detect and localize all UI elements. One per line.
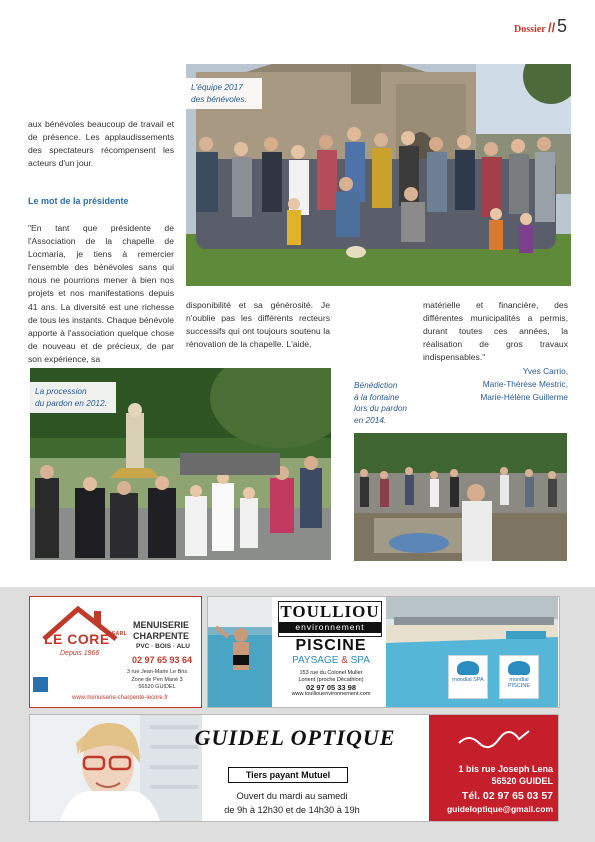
lecore-address-line: 3 rue Jean-Marie Le Bris bbox=[126, 669, 188, 675]
toulliou-subtitle bbox=[278, 655, 384, 666]
blessing-caption-line: à la fontaine bbox=[354, 391, 400, 402]
toulliou-logo-box bbox=[278, 601, 382, 637]
optique-address-line: 1 bis rue Joseph Lena bbox=[458, 764, 553, 774]
lecore-brand bbox=[44, 631, 127, 647]
team-caption-line: des bénévoles. bbox=[191, 93, 247, 104]
mondial-spa-label: mondial SPA bbox=[452, 677, 484, 683]
signature-swirl-icon bbox=[457, 729, 531, 749]
lecore-address-line: Zone de Pen Mané 3 bbox=[131, 676, 183, 683]
mondial-piscine-logo-icon bbox=[508, 661, 530, 675]
optique-address bbox=[433, 763, 553, 815]
mondial-spa-logo-icon bbox=[457, 661, 479, 675]
team-caption-line: L'équipe 2017 bbox=[191, 82, 243, 92]
lecore-website[interactable]: www.menuiserie-charpente-lecore.fr bbox=[72, 695, 169, 701]
toulliou-subtitle-amp: & bbox=[341, 655, 348, 666]
toulliou-subtitle-left: PAYSAGE bbox=[292, 655, 339, 666]
column-1-intro: aux bénévoles beaucoup de travail et de présence. Les applaudissements des spectateurs récompensent les acteurs d'un jour. bbox=[28, 119, 174, 169]
lecore-since: Depuis 1966 bbox=[60, 650, 100, 657]
procession-photo bbox=[30, 368, 331, 560]
optique-brand: GUIDEL OPTIQUE bbox=[194, 725, 396, 750]
blessing-photo bbox=[354, 433, 567, 561]
blessing-caption-line: en 2014. bbox=[354, 414, 387, 425]
blessing-caption bbox=[354, 380, 424, 426]
blessing-photo-illustration bbox=[354, 433, 567, 561]
procession-caption-line: du pardon en 2012. bbox=[35, 397, 107, 408]
lecore-brand-name: LE CORE bbox=[44, 631, 110, 647]
mondial-piscine-badge bbox=[499, 655, 539, 699]
column-1-body: "En tant que présidente de l'Association de la chapelle de Locmaria, je tiens à remercier l'ensemble des bénévoles sans qui nous ne pourrions mener à bien nos projets et nos manifestations depuis 41 ans. La diversité est une richesse de tous les instants. Chaque bénévole apporte à l'association quelque chose de nouveau et de précieux, de par son expérience, sa bbox=[28, 223, 174, 364]
toulliou-title: PISCINE bbox=[295, 637, 367, 654]
team-photo bbox=[186, 64, 571, 286]
toulliou-address-line: Lorient (proche Décathlon) bbox=[298, 677, 364, 683]
procession-caption bbox=[30, 382, 116, 413]
optique-address-line: 56520 GUIDEL bbox=[491, 776, 553, 786]
optique-phone: Tél. 02 97 65 03 57 bbox=[461, 790, 553, 802]
ad-guidel-optique[interactable] bbox=[29, 714, 559, 822]
optique-red-panel bbox=[429, 715, 558, 821]
toulliou-address bbox=[278, 670, 384, 698]
header-separator: // bbox=[548, 20, 556, 35]
section-label: Dossier bbox=[514, 24, 546, 35]
lecore-line2: CHARPENTE bbox=[133, 631, 190, 641]
house-roof-icon bbox=[38, 603, 122, 655]
signature-line: Marie-Thérèse Mestric, bbox=[482, 379, 568, 389]
toulliou-brand: TOULLIOU bbox=[280, 602, 380, 621]
lecore-brand-suffix: SARL bbox=[111, 631, 128, 637]
lecore-materials: PVC · BOIS · ALU bbox=[136, 643, 190, 650]
blessing-caption-line: Bénédiction bbox=[354, 380, 398, 390]
subheading-presidente: Le mot de la présidente bbox=[28, 196, 129, 206]
ad-lecore[interactable] bbox=[29, 596, 202, 708]
optique-tiers-badge: Tiers payant Mutuel bbox=[228, 767, 348, 783]
mondial-spa-badge bbox=[448, 655, 488, 699]
optique-hours-line: Ouvert du mardi au samedi bbox=[236, 791, 348, 801]
page-number: 5 bbox=[557, 16, 568, 36]
lecore-address-line: 56520 GUIDEL bbox=[138, 684, 176, 690]
toulliou-website[interactable]: www.toulliouenvironnement.com bbox=[291, 691, 371, 697]
lecore-phone: 02 97 65 93 64 bbox=[132, 655, 193, 665]
team-caption bbox=[186, 78, 262, 109]
toulliou-address-line: 153 rue du Colonel Muller bbox=[299, 670, 363, 676]
toulliou-brand-sub: environnement bbox=[279, 622, 381, 633]
optique-hours-line: de 9h à 12h30 et de 14h30 à 19h bbox=[224, 805, 360, 815]
optique-hours bbox=[198, 789, 386, 817]
column-2-body: disponibilité et sa générosité. Je n'oublie pas les différents recteurs successifs qui ont toujours soutenu la rénovation de la chapelle. L'aide, bbox=[186, 300, 330, 350]
procession-caption-line: La procession bbox=[35, 386, 87, 396]
signature-line: Yves Carrio, bbox=[522, 366, 568, 376]
pool-photo-left bbox=[208, 597, 272, 707]
lecore-line1: MENUISERIE bbox=[133, 620, 190, 630]
optique-photo bbox=[30, 715, 202, 821]
toulliou-phone: 02 97 05 33 98 bbox=[305, 683, 357, 692]
blessing-caption-line: lors du pardon bbox=[354, 403, 408, 413]
signature-line: Marie-Hélène Guillerme bbox=[480, 392, 568, 402]
lecore-address bbox=[118, 669, 196, 692]
lecore-badge-icon bbox=[33, 677, 48, 692]
column-3-body: matérielle et financière, des différentes municipalités a permis, durant toutes ces années, la réalisation de gros travaux indispensables." bbox=[423, 300, 568, 363]
ad-toulliou[interactable] bbox=[207, 596, 560, 708]
toulliou-subtitle-right: SPA bbox=[350, 655, 370, 666]
optique-email[interactable]: guideloptique@gmail.com bbox=[446, 804, 553, 814]
signature-block bbox=[420, 365, 568, 404]
mondial-piscine-label: mondial PISCINE bbox=[507, 677, 530, 689]
